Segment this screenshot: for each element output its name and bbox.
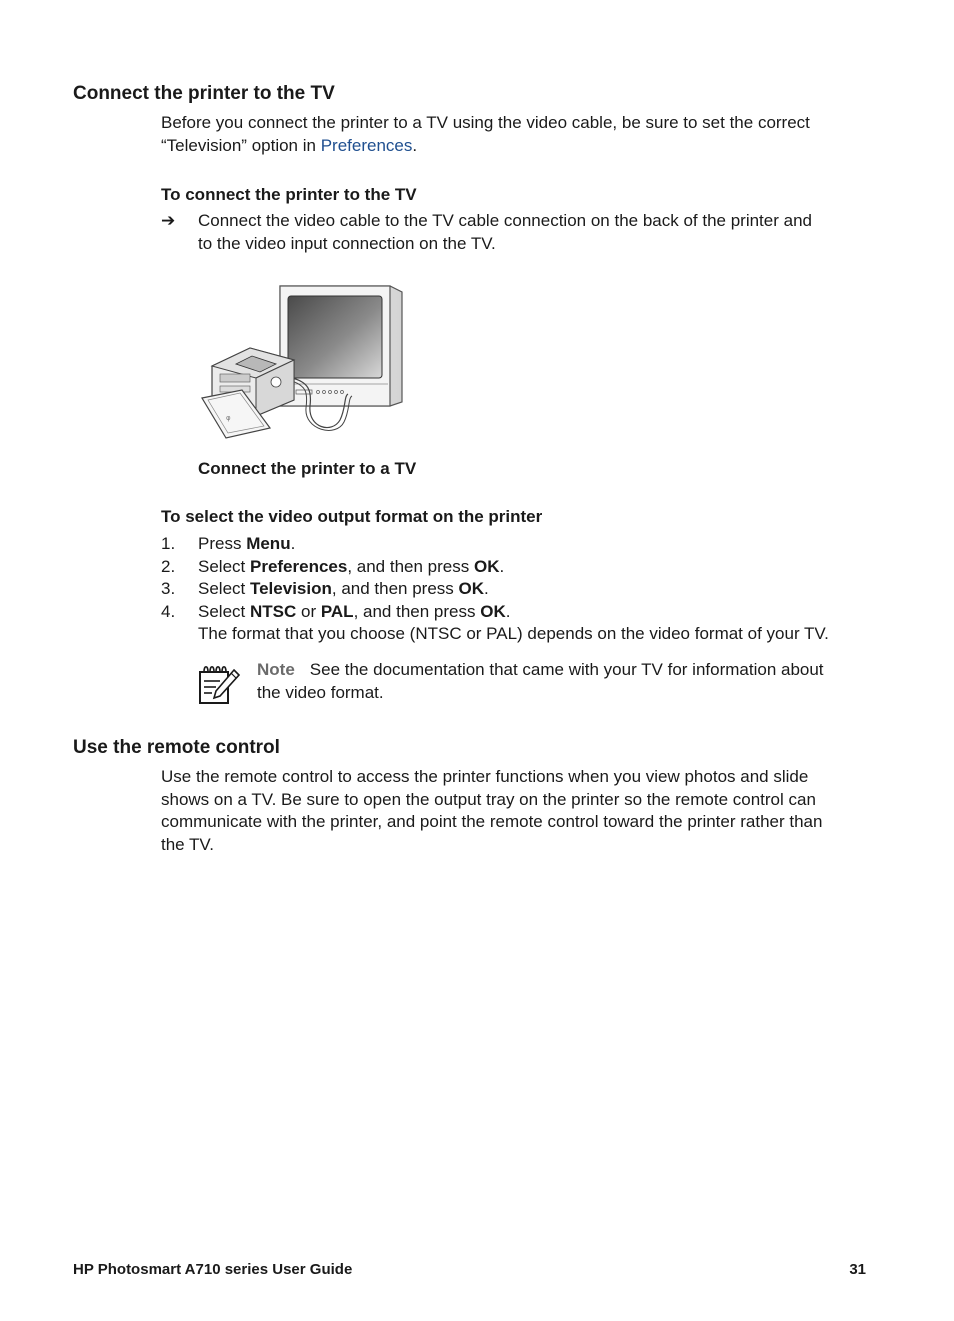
note-block (257, 659, 877, 704)
section-title-remote-control: Use the remote control (73, 737, 280, 758)
procedure-heading-connect: To connect the printer to the TV (161, 185, 417, 204)
step-text: . (290, 534, 296, 553)
paragraph-line: Use the remote control to access the printer functions when you view photos and slide (161, 767, 809, 786)
section-title-connect-tv: Connect the printer to the TV (73, 83, 335, 104)
step-text: Select (198, 601, 250, 621)
note-text: See the documentation that came with your TV for information about (309, 660, 824, 679)
svg-text:φ: φ (226, 414, 231, 422)
printer-tv-illustration (190, 278, 410, 443)
note-label: Note (257, 660, 295, 679)
step-number: 3. (161, 579, 176, 598)
step-text: Select (198, 556, 250, 576)
step-text: . (499, 556, 505, 576)
intro-paragraph (161, 112, 881, 157)
step-menu-term: Preferences (249, 556, 348, 576)
step-number: 2. (161, 556, 176, 576)
paragraph-line: communicate with the printer, and point the remote control toward the printer rather than (161, 812, 823, 831)
step-menu-term: Television (249, 579, 332, 598)
paragraph-line: the TV. (161, 834, 214, 854)
intro-line-2-prefix: “Television” option in (161, 135, 321, 155)
procedure-heading-video-format: To select the video output format on the printer (161, 507, 543, 526)
arrow-bullet-icon: ➔ (161, 211, 176, 230)
step-text: . (484, 579, 489, 598)
intro-line-1: Before you connect the printer to a TV using the video cable, be sure to set the correct (161, 113, 810, 132)
step-button-term: OK (480, 601, 506, 621)
step-button-term: OK (458, 579, 485, 598)
paragraph-line: shows on a TV. Be sure to open the output tray on the printer so the remote control can (161, 789, 816, 809)
bullet-line-2: to the video input connection on the TV. (198, 233, 496, 253)
intro-line-2 (161, 135, 881, 158)
step-text: , and then press (331, 579, 459, 598)
preferences-link[interactable]: Preferences (320, 135, 413, 155)
step-text: Select (198, 579, 250, 598)
note-line-1 (257, 659, 877, 682)
printer-icon (202, 348, 294, 438)
step-text: or (296, 601, 321, 621)
intro-line-2-suffix: . (412, 135, 418, 155)
step-text: , and then press (353, 601, 481, 621)
step-menu-term: PAL (320, 601, 354, 621)
step-menu-term: NTSC (249, 601, 297, 621)
step-number: 1. (161, 534, 176, 553)
tv-icon (280, 286, 402, 406)
step-button-term: OK (473, 556, 500, 576)
note-icon (196, 660, 242, 706)
page-number: 31 (849, 1261, 866, 1278)
footer-guide-title: HP Photosmart A710 series User Guide (73, 1261, 353, 1278)
step-number: 4. (161, 601, 176, 621)
step-text: Press (198, 534, 247, 553)
note-line-2: the video format. (257, 682, 384, 702)
step-text: , and then press (347, 556, 474, 576)
bullet-connect-cable (198, 210, 878, 255)
figure-caption: Connect the printer to a TV (198, 459, 417, 478)
step-menu-term: Menu (246, 534, 291, 553)
bullet-line-1: Connect the video cable to the TV cable connection on the back of the printer and (198, 211, 812, 230)
step-text: . (505, 601, 511, 621)
step-4-result: The format that you choose (NTSC or PAL) depends on the video format of your TV. (198, 624, 829, 643)
remote-control-paragraph (161, 766, 891, 856)
